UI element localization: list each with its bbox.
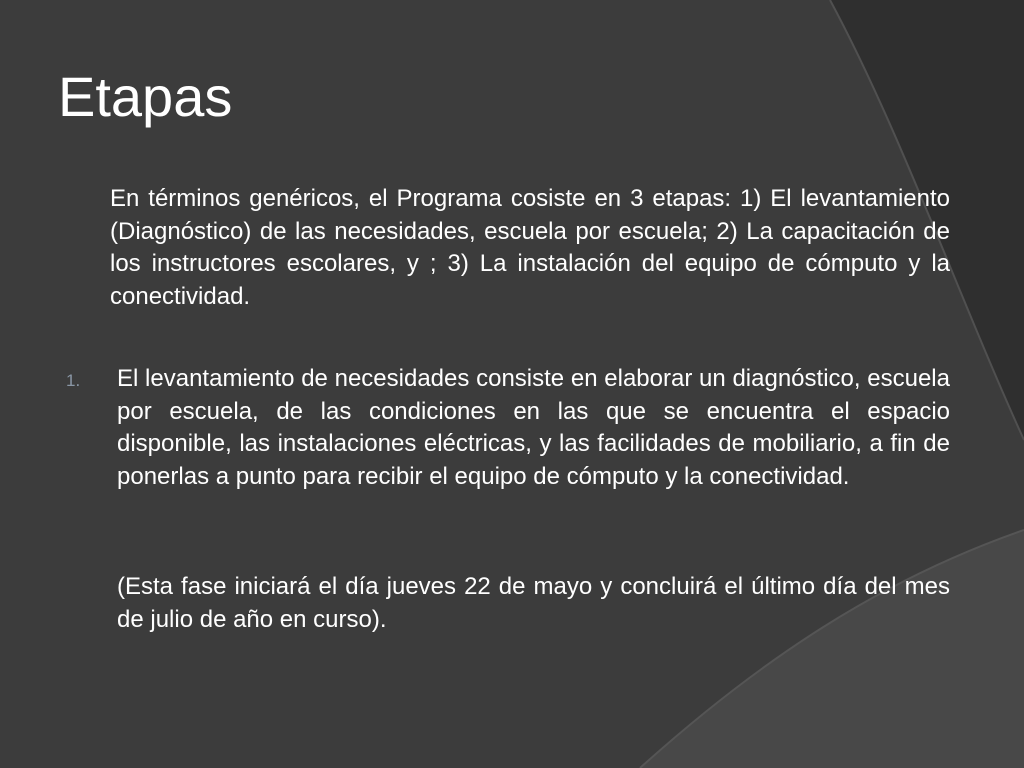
list-number: 1. (66, 371, 81, 390)
intro-paragraph: En términos genéricos, el Programa cosiste en 3 etapas: 1) El levantamiento (Diagnóstico) de las necesidades, escuela por escuela; 2) La capacitación de los instructores escolares, y ; 3) La instalación del equipo de cómputo y la conectividad. (110, 185, 950, 310)
list-item: El levantamiento de necesidades consiste en elaborar un diagnóstico, escuela por escuela, de las condiciones en las que se encuentra el espacio disponible, las instalaciones eléctricas, y las facilidades de mobiliario, a fin de ponerlas a punto para recibir el equipo de cómputo y la conectividad. (117, 365, 950, 490)
note-paragraph: (Esta fase iniciará el día jueves 22 de mayo y concluirá el último día del mes de julio de año en curso). (117, 573, 950, 633)
slide-title: Etapas (58, 65, 233, 128)
